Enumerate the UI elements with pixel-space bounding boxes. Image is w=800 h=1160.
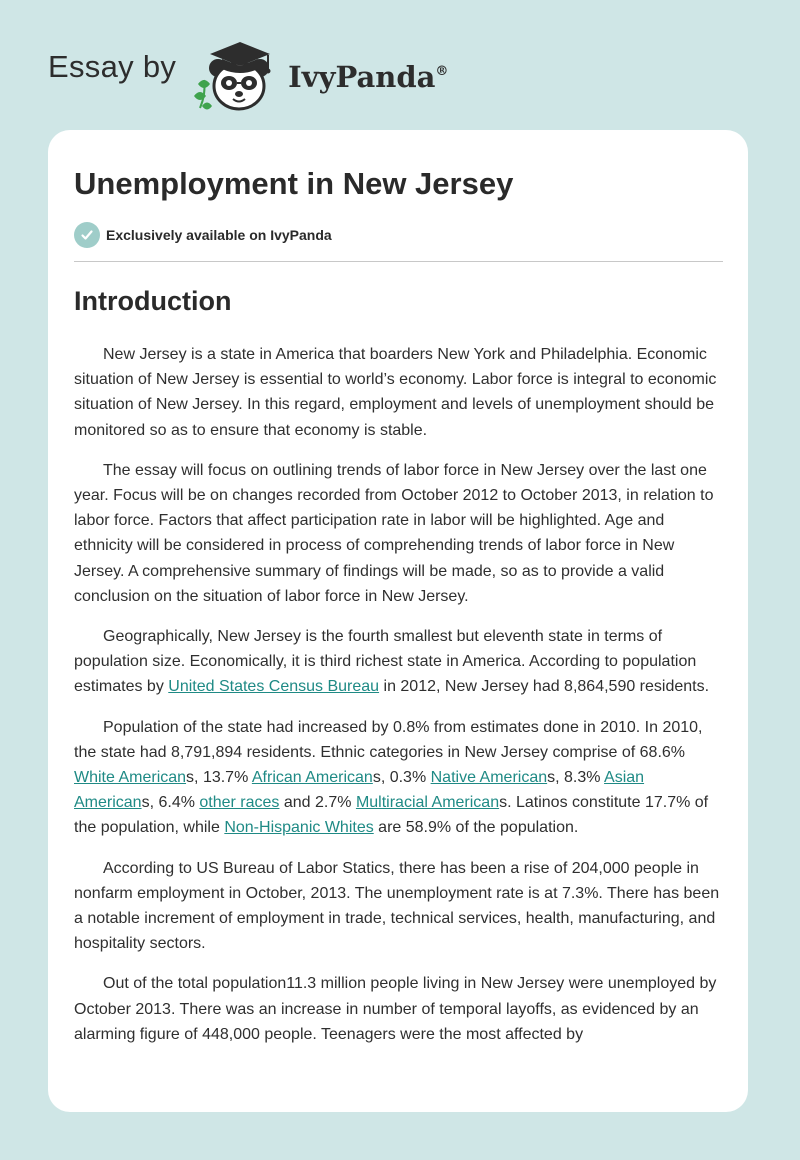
divider xyxy=(74,261,723,262)
site-header xyxy=(48,36,448,112)
paragraph-2: The essay will focus on outlining trends of labor force in New Jersey over the last one year. Focus will be on changes recorded from October 2012 to October 2013, in relation to labor force. Factors that affect participation rate in labor will be highlighted. Age and ethnicity will be considered in process of comprehending trends of labor force in New Jersey. A comprehensive summary of findings will be made, so as to provide a valid conclusion on the situation of labor force in New Jersey. xyxy=(74,461,714,605)
link-multiracial-american[interactable]: Multiracial American xyxy=(355,794,500,812)
paragraph-5: According to US Bureau of Labor Statics, there has been a rise of 204,000 people in nonfarm employment in October, 2013. The unemployment rate is at 7.3%. There has been a notable increment of employment in trade, technical services, health, manufacturing, and hospitality sectors. xyxy=(74,859,720,953)
brand-prefix: Essay by xyxy=(48,49,177,84)
essay-card xyxy=(48,130,748,1112)
trademark-symbol: ® xyxy=(435,64,449,79)
paragraph-1: New Jersey is a state in America that boarders New York and Philadelphia. Economic situation of New Jersey is essential to world’s economy. Labor force is integral to economic situation of New Jersey. In this regard, employment and levels of unemployment should be monitored so as to ensure that economy is stable. xyxy=(74,346,717,439)
paragraph-4: Population of the state had increased by 0.8% from estimates done in 2010. In 2010, the state had 8,791,894 residents. Ethnic categories in New Jersey comprise of 68.6% White Americans, 13.7% African Americans, 0.3% Native Americans, 8.3% Asian Americans, 6.4% other races and 2.7% Multiracial Americans. Latinos constitute 17.7% of the population, while Non-Hispanic Whites are 58.9% of the population. xyxy=(74,718,709,837)
paragraph-6: Out of the total population11.3 million people living in New Jersey were unemployed by October 2013. There was an increase in number of temporal layoffs, as evidenced by an alarming figure of 448,000 people. Teenagers were the most affected by xyxy=(74,975,717,1043)
link-asian-american[interactable]: Asian American xyxy=(74,769,645,812)
page-title: Unemployment in New Jersey xyxy=(74,166,514,201)
panda-graduate-icon[interactable] xyxy=(190,36,282,112)
brand-name[interactable]: IvyPanda® xyxy=(288,60,449,94)
check-circle-icon xyxy=(74,222,100,248)
paragraph-3: Geographically, New Jersey is the fourth smallest but eleventh state in terms of population size. Economically, it is third richest state in America. According to population estimates by United States Census Bureau in 2012, New Jersey had 8,864,590 residents. xyxy=(74,628,710,696)
link-non-hispanic-whites[interactable]: Non-Hispanic Whites xyxy=(224,819,374,837)
article-body xyxy=(74,342,726,1062)
exclusive-badge xyxy=(74,222,332,248)
badge-text: Exclusively available on IvyPanda xyxy=(106,227,332,243)
link-other-races[interactable]: other races xyxy=(199,794,280,812)
section-heading: Introduction xyxy=(74,286,232,316)
link-white-american[interactable]: White American xyxy=(74,769,187,787)
link-african-american[interactable]: African American xyxy=(251,769,373,787)
link-census-bureau[interactable]: United States Census Bureau xyxy=(168,678,380,696)
link-native-american[interactable]: Native American xyxy=(430,769,548,787)
